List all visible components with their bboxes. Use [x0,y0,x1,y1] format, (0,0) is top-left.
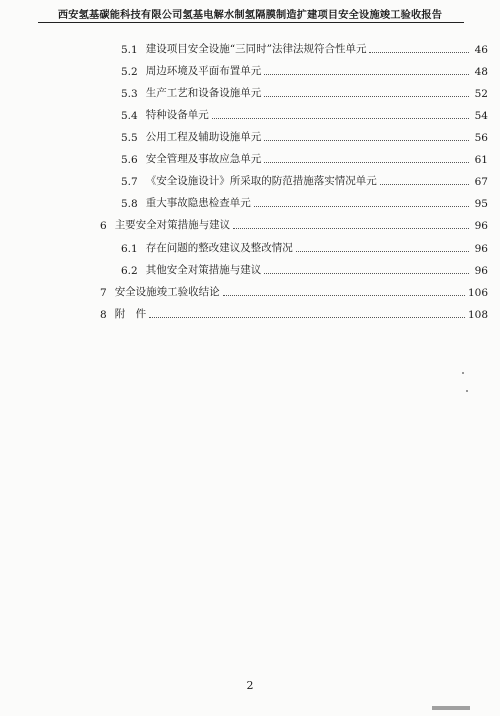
toc-entry-number: 5.6 [121,154,138,166]
toc-entry-page: 48 [474,66,488,78]
toc-entry-page: 46 [474,44,488,56]
toc-entry-number: 5.2 [121,66,138,78]
toc-entry-page: 106 [467,287,488,299]
toc-dot-leader [223,294,465,296]
toc-dot-leader [149,316,465,318]
toc-entry-number: 5.7 [121,176,138,188]
toc-entry-title: 生产工艺和设备设施单元 [145,87,262,99]
toc-entry-page: 108 [467,309,488,321]
toc-entry[interactable] [100,305,488,321]
toc-entry[interactable] [121,84,488,100]
toc-entry-number: 6.2 [121,265,138,277]
toc-entry-title: 周边环境及平面布置单元 [145,65,262,77]
header-rule [38,22,464,23]
toc-dot-leader [264,95,469,97]
toc-entry-number: 5.3 [121,88,138,100]
toc-dot-leader [264,139,469,141]
toc-entry-number: 8 [100,309,107,321]
toc-entry[interactable] [121,150,488,166]
page-header-title: 西安氢基碳能科技有限公司氢基电解水制氢隔膜制造扩建项目安全设施竣工验收报告 [57,10,443,21]
toc-entry-number: 5.8 [121,198,138,210]
toc-entry-page: 61 [474,154,488,166]
toc-dot-leader [212,117,469,119]
toc-entry-number: 5.4 [121,110,138,122]
toc-entry-number: 5.1 [121,44,138,56]
toc-dot-leader [380,183,469,185]
toc-entry[interactable] [121,62,488,78]
toc-entry[interactable] [121,172,488,188]
toc-entry-title: 安全管理及事故应急单元 [145,153,262,165]
toc-entry[interactable] [100,283,488,299]
toc-entry-number: 5.5 [121,132,138,144]
page-number: 2 [246,679,254,692]
toc-entry[interactable] [121,40,488,56]
toc-entry[interactable] [121,106,488,122]
toc-entry[interactable] [121,261,488,277]
toc-entry-page: 67 [474,176,488,188]
toc-entry-title: 公用工程及辅助设施单元 [145,131,262,143]
toc-dot-leader [264,73,469,75]
toc-entry-title: 《安全设施设计》所采取的防范措施落实情况单元 [145,175,377,187]
toc-dot-leader [369,51,469,53]
toc-entry-page: 56 [474,132,488,144]
toc-entry[interactable] [100,216,488,232]
toc-entry-title: 主要安全对策措施与建议 [114,219,231,231]
toc-entry-title: 建设项目安全设施“三同时”法律法规符合性单元 [145,43,367,55]
toc-entry-title: 安全设施竣工验收结论 [114,286,220,298]
toc-dot-leader [264,272,469,274]
toc-entry[interactable] [121,194,488,210]
toc-entry-title: 存在问题的整改建议及整改情况 [145,242,293,254]
toc-entry-number: 7 [100,287,107,299]
toc-dot-leader [233,227,469,229]
toc-entry-title: 重大事故隐患检查单元 [145,197,251,209]
scan-speck [466,390,468,392]
toc-entry-page: 52 [474,88,488,100]
toc-dot-leader [254,205,469,207]
toc-entry-page: 95 [474,198,488,210]
toc-entry-title: 特种设备单元 [145,109,209,121]
toc-entry-page: 96 [474,220,488,232]
scan-mark [432,706,470,710]
scan-speck [462,372,464,374]
toc-entry[interactable] [121,239,488,255]
toc-entry-page: 54 [474,110,488,122]
toc-entry[interactable] [121,128,488,144]
toc-entry-title: 附 件 [114,308,147,320]
toc-entry-number: 6 [100,220,107,232]
toc-dot-leader [264,161,469,163]
toc-entry-page: 96 [474,265,488,277]
toc-entry-title: 其他安全对策措施与建议 [145,264,262,276]
toc-entry-number: 6.1 [121,243,138,255]
toc-dot-leader [296,250,469,252]
toc-entry-page: 96 [474,243,488,255]
